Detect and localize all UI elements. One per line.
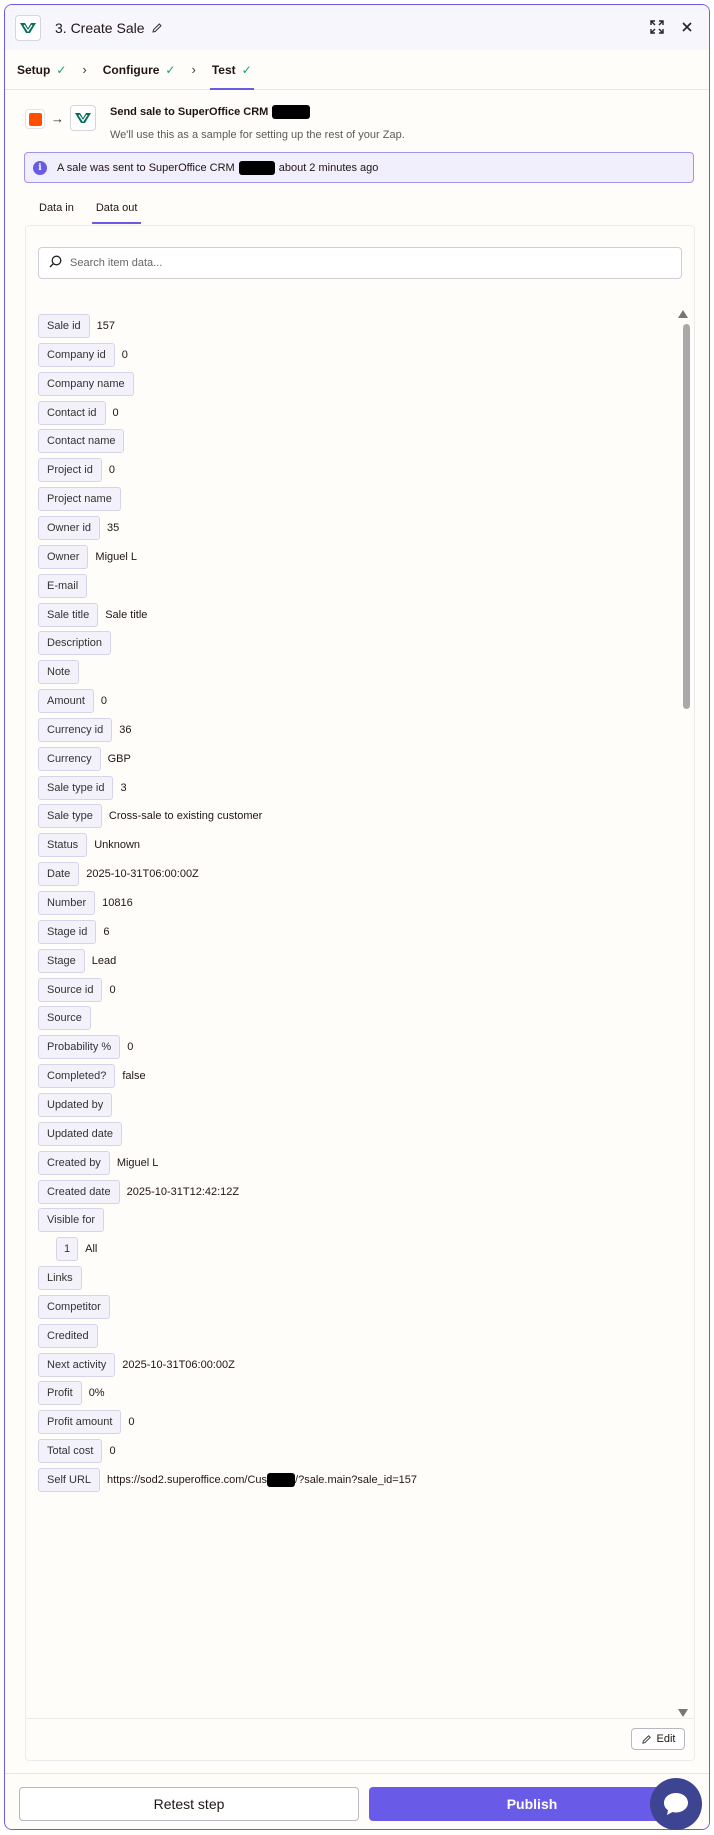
info-time: about 2 minutes ago <box>278 161 379 174</box>
field-row <box>38 1151 158 1175</box>
field-value: https://sod2.superoffice.com/Cus <box>107 1474 268 1486</box>
field-row <box>38 1093 112 1117</box>
field-row <box>38 718 132 742</box>
field-label-chip[interactable]: Stage <box>38 949 85 973</box>
field-label-chip[interactable]: Visible for <box>38 1208 104 1232</box>
search-box[interactable] <box>38 247 682 279</box>
field-row <box>38 949 116 973</box>
field-row <box>38 1208 104 1232</box>
field-value: 36 <box>119 723 132 736</box>
field-row <box>38 1266 82 1290</box>
field-label-chip[interactable]: Sale type id <box>38 776 113 800</box>
field-value: 0 <box>121 348 128 361</box>
field-value: Sale title <box>105 608 148 621</box>
field-label-chip[interactable]: Owner id <box>38 516 100 540</box>
field-row <box>38 1295 110 1319</box>
field-value: 0 <box>112 406 119 419</box>
field-label-chip[interactable]: Next activity <box>38 1353 115 1377</box>
field-row <box>38 833 140 857</box>
field-label-chip[interactable]: Status <box>38 833 87 857</box>
field-label-chip[interactable]: Date <box>38 862 79 886</box>
search-input[interactable] <box>70 257 650 269</box>
field-value: 3 <box>120 781 127 794</box>
tab-data-in[interactable]: Data in <box>39 202 74 214</box>
panel-footer <box>26 1718 694 1762</box>
chevron-right-icon: › <box>82 62 87 77</box>
tab-test-label: Test <box>211 62 236 77</box>
field-row <box>38 1006 91 1030</box>
field-row <box>38 862 199 886</box>
field-label-chip[interactable]: E-mail <box>38 574 87 598</box>
field-row <box>38 603 147 627</box>
field-row <box>38 978 116 1002</box>
field-label-chip[interactable]: Source <box>38 1006 91 1030</box>
field-value: 2025-10-31T06:00:00Z <box>122 1358 235 1371</box>
rename-pencil-icon[interactable] <box>151 22 163 34</box>
tab-setup-label: Setup <box>17 62 51 77</box>
field-row <box>38 747 131 771</box>
field-value: 0 <box>100 695 108 708</box>
tab-test[interactable] <box>212 50 252 90</box>
field-row <box>38 631 111 655</box>
info-icon: i <box>33 161 47 175</box>
field-value: 35 <box>107 521 120 534</box>
chat-bubble-icon <box>662 1791 690 1817</box>
step-title: 3. Create Sale <box>55 19 145 36</box>
panel-header <box>5 5 709 50</box>
field-row <box>38 891 133 915</box>
field-label-chip[interactable]: Note <box>38 660 79 684</box>
field-row <box>38 1064 146 1088</box>
superoffice-app-icon <box>15 15 41 41</box>
send-subtitle: We'll use this as a sample for setting up the rest of your Zap. <box>110 129 405 141</box>
pencil-icon <box>641 1734 652 1745</box>
redacted-account <box>272 105 310 119</box>
check-icon: ✓ <box>56 62 67 77</box>
field-row <box>38 920 110 944</box>
field-label-chip[interactable]: Created by <box>38 1151 110 1175</box>
send-summary <box>25 105 405 141</box>
data-out-panel <box>25 225 695 1761</box>
field-row <box>38 429 124 453</box>
field-label-chip[interactable]: Sale title <box>38 603 98 627</box>
field-row <box>38 1122 122 1146</box>
field-row <box>38 1381 105 1405</box>
field-value: /?sale.main?sale_id=157 <box>295 1474 418 1486</box>
field-value: 0 <box>109 1445 116 1458</box>
search-icon <box>49 255 62 271</box>
field-value: Lead <box>91 954 117 967</box>
field-row <box>38 1468 417 1492</box>
retest-step-button[interactable]: Retest step <box>19 1787 359 1821</box>
field-row <box>38 487 121 511</box>
field-row <box>38 804 262 828</box>
field-value: 10816 <box>102 897 133 909</box>
info-text: A sale was sent to SuperOffice CRM <box>57 161 235 174</box>
field-label-chip[interactable]: Company id <box>38 343 115 367</box>
expand-icon[interactable] <box>649 19 665 35</box>
field-label-chip[interactable]: Currency id <box>38 718 112 742</box>
field-label-chip[interactable]: Self URL <box>38 1468 100 1492</box>
field-row <box>38 660 79 684</box>
field-row <box>38 689 107 713</box>
tab-data-out[interactable]: Data out <box>92 197 142 224</box>
sub-field-row <box>56 1237 97 1261</box>
publish-button[interactable]: Publish <box>369 1787 695 1821</box>
field-label-chip[interactable]: Updated date <box>38 1122 122 1146</box>
field-row <box>38 516 119 540</box>
field-row <box>38 1353 235 1377</box>
field-row <box>38 314 115 338</box>
field-value: 2025-10-31T06:00:00Z <box>86 868 199 881</box>
field-value: 0% <box>88 1387 105 1400</box>
field-label-chip[interactable]: Profit <box>38 1381 82 1405</box>
tab-configure[interactable] <box>103 50 176 90</box>
field-label-chip[interactable]: Owner <box>38 545 88 569</box>
field-label-chip[interactable]: Number <box>38 891 95 915</box>
scrollbar-thumb[interactable] <box>683 324 690 709</box>
field-value: 0 <box>109 983 116 996</box>
check-icon: ✓ <box>165 62 176 77</box>
field-label-chip[interactable]: Completed? <box>38 1064 115 1088</box>
field-value: Unknown <box>94 839 141 852</box>
field-label-chip[interactable]: Competitor <box>38 1295 110 1319</box>
field-label-chip[interactable]: Total cost <box>38 1439 102 1463</box>
data-tabs <box>35 197 155 224</box>
field-row <box>38 574 87 598</box>
field-value: 2025-10-31T12:42:12Z <box>126 1185 240 1198</box>
field-label-chip[interactable]: Links <box>38 1266 82 1290</box>
field-value: 0 <box>127 1041 134 1054</box>
field-value: GBP <box>107 752 131 765</box>
field-row <box>38 401 119 425</box>
field-label-chip[interactable]: Contact name <box>38 429 124 453</box>
field-label-chip[interactable]: Profit amount <box>38 1410 121 1434</box>
field-label-chip[interactable]: Probability % <box>38 1035 120 1059</box>
field-value: 6 <box>103 925 110 938</box>
info-banner <box>24 152 694 183</box>
zapier-trigger-icon <box>25 109 45 129</box>
field-value: All <box>85 1243 98 1256</box>
field-label-chip[interactable]: Contact id <box>38 401 106 425</box>
field-row <box>38 545 137 569</box>
field-label-chip[interactable]: Credited <box>38 1324 98 1348</box>
field-label-chip[interactable]: Description <box>38 631 111 655</box>
footer-actions <box>5 1773 709 1830</box>
field-value: Cross-sale to existing customer <box>108 810 263 823</box>
chevron-right-icon: › <box>191 62 196 77</box>
redacted-value <box>267 1473 295 1487</box>
field-label-chip[interactable]: Company name <box>38 372 134 396</box>
field-label-chip[interactable]: Amount <box>38 689 94 713</box>
edit-label: Edit <box>656 1733 676 1745</box>
chat-support-button[interactable] <box>650 1778 702 1830</box>
field-value: 157 <box>96 320 115 332</box>
superoffice-app-icon <box>70 105 96 131</box>
field-row <box>38 1324 98 1348</box>
field-value: 0 <box>128 1416 135 1429</box>
send-title: Send sale to SuperOffice CRM <box>110 106 269 118</box>
field-row <box>38 1035 133 1059</box>
tab-setup[interactable] <box>17 50 66 90</box>
field-label-chip[interactable]: Source id <box>38 978 102 1002</box>
field-value: 0 <box>108 464 115 477</box>
tab-configure-label: Configure <box>102 62 160 77</box>
scroll-up-arrow[interactable] <box>678 310 688 318</box>
zap-step-panel <box>4 4 710 1830</box>
field-row <box>38 1439 116 1463</box>
field-value: false <box>122 1070 146 1083</box>
field-label-chip[interactable]: Sale id <box>38 314 90 338</box>
field-label-chip[interactable]: Updated by <box>38 1093 112 1117</box>
field-label-chip[interactable]: Sale type <box>38 804 102 828</box>
field-label-chip[interactable]: Currency <box>38 747 101 771</box>
field-row <box>38 343 128 367</box>
step-tabs <box>5 50 709 90</box>
scroll-down-arrow[interactable] <box>678 1709 688 1717</box>
field-label-chip[interactable]: Stage id <box>38 920 96 944</box>
field-row <box>38 372 134 396</box>
edit-button[interactable] <box>631 1728 685 1750</box>
field-value: Miguel L <box>95 550 137 563</box>
field-label-chip[interactable]: Project id <box>38 458 102 482</box>
field-label-chip[interactable]: 1 <box>56 1237 78 1261</box>
field-row <box>38 1410 135 1434</box>
check-icon: ✓ <box>241 62 252 77</box>
field-value: Miguel L <box>116 1156 159 1169</box>
field-row <box>38 458 115 482</box>
close-icon[interactable] <box>679 19 695 35</box>
field-row <box>38 1180 239 1204</box>
redacted-account <box>239 161 275 175</box>
arrow-right-icon: → <box>51 111 64 126</box>
field-label-chip[interactable]: Created date <box>38 1180 120 1204</box>
field-row <box>38 776 127 800</box>
field-label-chip[interactable]: Project name <box>38 487 121 511</box>
